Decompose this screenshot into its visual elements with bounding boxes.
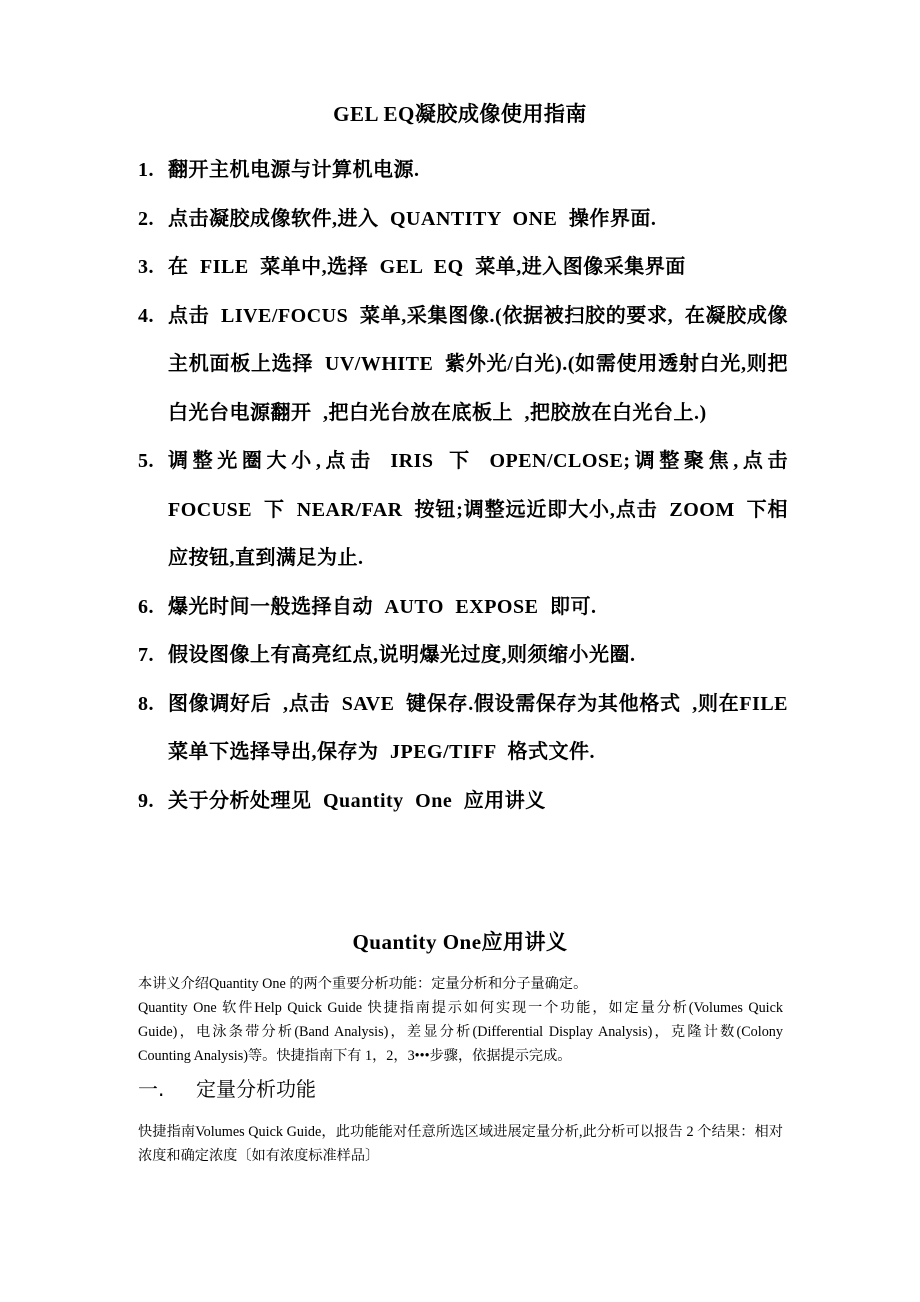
step-number: 3.: [138, 256, 154, 278]
step-text: 点击凝胶成像软件,进入 QUANTITY ONE 操作界面.: [168, 207, 657, 230]
step-number: 1.: [138, 159, 154, 181]
document-title: GEL EQ凝胶成像使用指南: [333, 102, 587, 126]
step-item: [138, 195, 788, 244]
intro-paragraph: 本讲义介绍Quantity One 的两个重要分析功能：定量分析和分子量确定。: [138, 976, 588, 992]
step-item: [138, 777, 788, 826]
step-text: 翻开主机电源与计算机电源.: [168, 159, 420, 181]
section-title: 定量分析功能: [196, 1077, 316, 1101]
lecture-title: Quantity One应用讲义: [352, 930, 568, 954]
step-number: 2.: [138, 207, 154, 230]
lecture-intro: [138, 972, 783, 1068]
section-body: [138, 1120, 783, 1168]
step-number: 7.: [138, 644, 154, 666]
step-item: [138, 243, 788, 292]
step-text: 在 FILE 菜单中,选择 GEL EQ 菜单,进入图像采集界面: [168, 256, 686, 278]
step-text: 点击 LIVE/FOCUS 菜单,采集图像.(依据被扫胶的要求, 在凝胶成像主机面板上选择 UV/WHITE 紫外光/白光).(如需使用透射白光,则把白光台电源翻开 ,把白光台放在底板上 ,把胶放在白光台上.): [168, 304, 788, 424]
step-text: 关于分析处理见 Quantity One 应用讲义: [168, 789, 546, 812]
step-number: 4.: [138, 304, 154, 327]
step-number: 5.: [138, 450, 154, 472]
step-item: [138, 437, 788, 583]
instruction-steps: [138, 146, 788, 825]
step-item: [138, 292, 788, 438]
section-number: 一.: [138, 1077, 165, 1101]
step-item: [138, 631, 788, 680]
section-paragraph: 快捷指南Volumes Quick Guide，此功能能对任意所选区域进展定量分析,此分析可以报告 2 个结果：相对浓度和确定浓度〔如有浓度标准样品〕: [138, 1124, 783, 1164]
step-item: [138, 146, 788, 195]
step-item: [138, 583, 788, 632]
step-number: 8.: [138, 692, 154, 715]
step-text: 爆光时间一般选择自动 AUTO EXPOSE 即可.: [168, 595, 597, 618]
step-text: 图像调好后 ,点击 SAVE 键保存.假设需保存为其他格式 ,则在FILE 菜单下选择导出,保存为 JPEG/TIFF 格式文件.: [168, 692, 788, 763]
intro-paragraph: Quantity One 软件Help Quick Guide 快捷指南提示如何实现一个功能，如定量分析(Volumes Quick Guide)，电泳条带分析(Band Analysis)，差显分析(Differential Display Analysis)，克隆计数(Colony Counting Analysis)等。快捷指南下有 1，2，3•••步骤，依据提示完成。: [138, 1000, 783, 1064]
step-item: [138, 680, 788, 777]
section-heading: [138, 1073, 316, 1105]
step-text: 假设图像上有高亮红点,说明爆光过度,则须缩小光圈.: [168, 644, 636, 666]
step-number: 9.: [138, 789, 154, 812]
step-text: 调整光圈大小,点击 IRIS 下 OPEN/CLOSE;调整聚焦,点击 FOCUSE 下 NEAR/FAR 按钮;调整远近即大小,点击 ZOOM 下相应按钮,直到满足为止.: [168, 450, 788, 569]
step-number: 6.: [138, 595, 154, 618]
